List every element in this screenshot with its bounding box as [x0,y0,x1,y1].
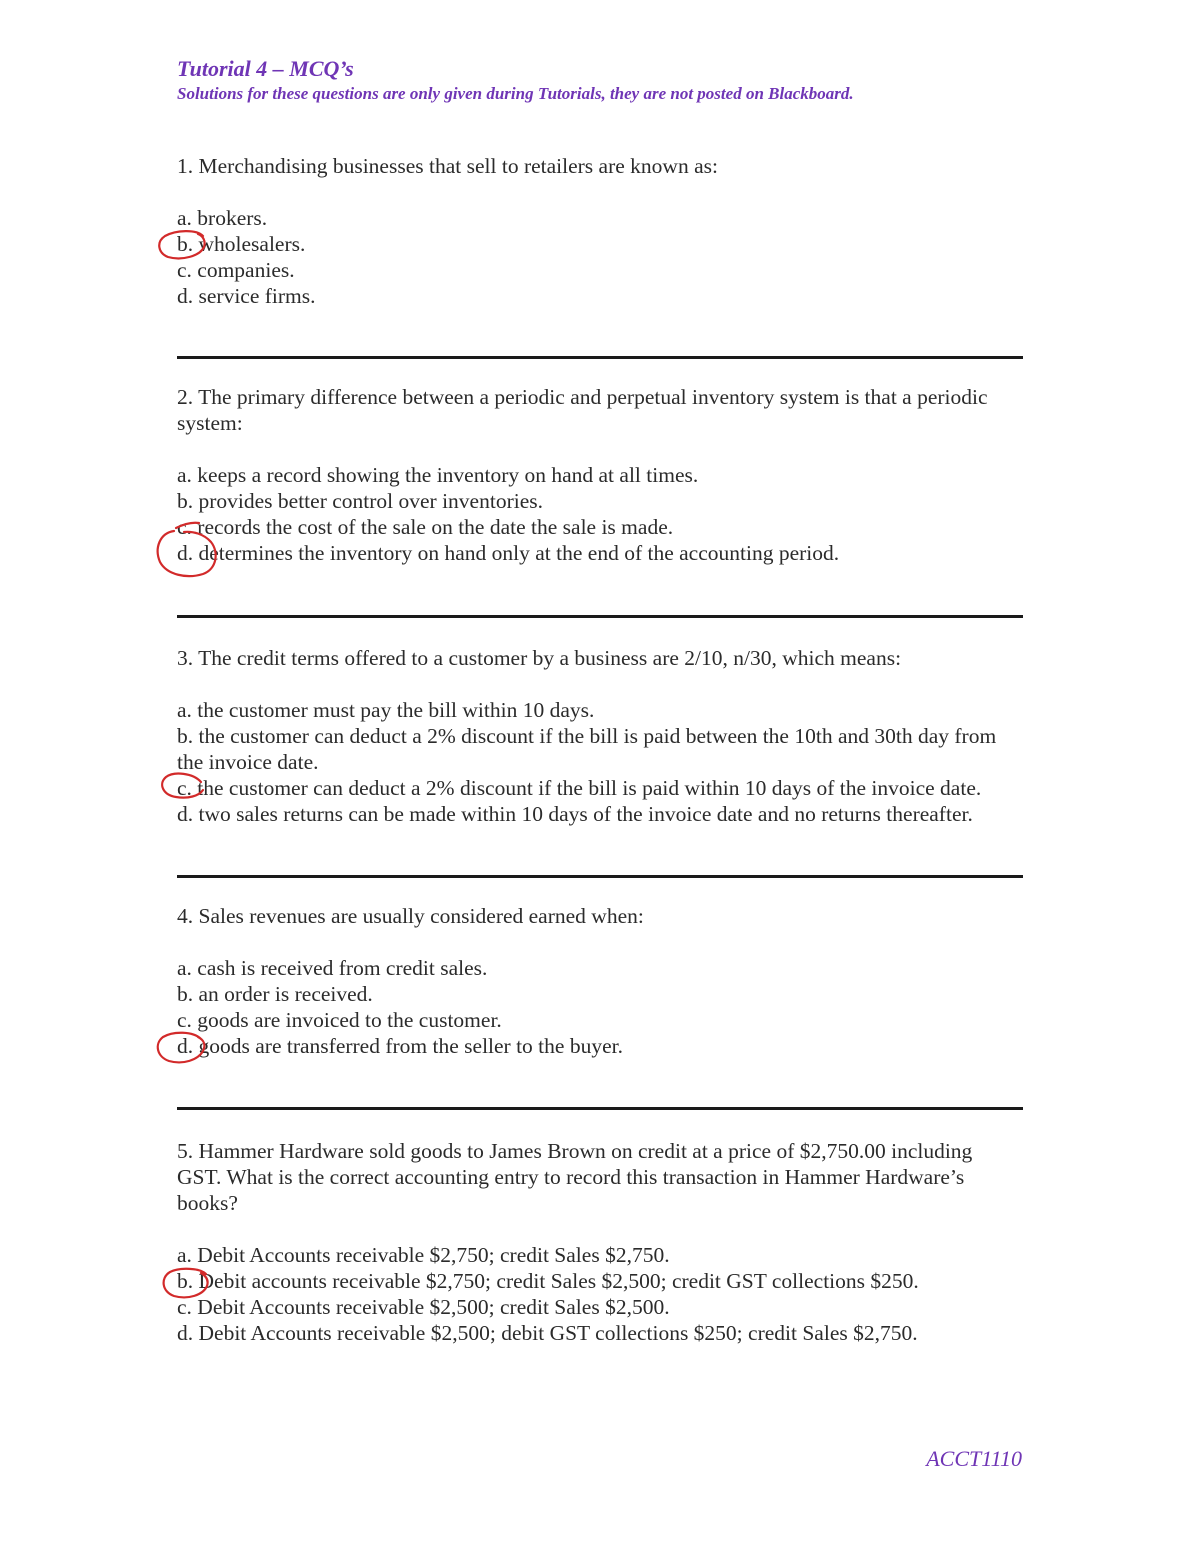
option-d: d. two sales returns can be made within 10 days of the invoice date and no returns thereafter. [177,802,973,826]
option-c: c. Debit Accounts receivable $2,500; credit Sales $2,500. [177,1295,670,1319]
option-a: a. keeps a record showing the inventory on hand at all times. [177,463,699,487]
divider [177,356,1023,359]
option-b: b. wholesalers. [177,232,306,256]
option-b: b. the customer can deduct a 2% discount if the bill is paid between the 10th and 30th day from the invoice date. [177,724,997,774]
option-c: c. the customer can deduct a 2% discount if the bill is paid within 10 days of the invoice date. [177,776,982,800]
divider [177,1107,1023,1110]
question-stem: 1. Merchandising businesses that sell to retailers are known as: [177,154,718,178]
question-stem: 3. The credit terms offered to a customer by a business are 2/10, n/30, which means: [177,646,902,670]
option-a: a. Debit Accounts receivable $2,750; credit Sales $2,750. [177,1243,670,1267]
option-c: c. companies. [177,258,295,282]
option-d: d. goods are transferred from the seller to the buyer. [177,1034,623,1058]
answer-options [177,697,1037,827]
option-d: d. service firms. [177,284,316,308]
question-stem: 5. Hammer Hardware sold goods to James Brown on credit at a price of $2,750.00 including GST. What is the correct accounting entry to record this transaction in Hammer Hardware’s books? [177,1139,973,1215]
option-a: a. the customer must pay the bill within 10 days. [177,698,595,722]
course-code: ACCT1110 [926,1446,1022,1471]
answer-options [177,1242,1037,1346]
option-d: d. Debit Accounts receivable $2,500; debit GST collections $250; credit Sales $2,750. [177,1321,918,1345]
question-1 [177,153,1037,309]
option-b: b. Debit accounts receivable $2,750; credit Sales $2,500; credit GST collections $250. [177,1269,919,1293]
option-a: a. cash is received from credit sales. [177,956,488,980]
question-2 [177,384,1037,566]
question-4 [177,903,1037,1059]
answer-options [177,205,1037,309]
answer-options [177,462,1037,566]
option-c: c. records the cost of the sale on the date the sale is made. [177,515,674,539]
question-stem: 2. The primary difference between a periodic and perpetual inventory system is that a periodic system: [177,385,988,435]
option-a: a. brokers. [177,206,268,230]
tutorial-title: Tutorial 4 – MCQ’s [177,56,354,81]
option-d: d. determines the inventory on hand only at the end of the accounting period. [177,541,840,565]
tutorial-subtitle: Solutions for these questions are only given during Tutorials, they are not posted on Blackboard. [177,84,854,103]
option-c: c. goods are invoiced to the customer. [177,1008,502,1032]
option-b: b. an order is received. [177,982,373,1006]
question-5 [177,1138,1037,1346]
question-stem: 4. Sales revenues are usually considered earned when: [177,904,644,928]
divider [177,615,1023,618]
option-b: b. provides better control over inventories. [177,489,543,513]
divider [177,875,1023,878]
question-3 [177,645,1037,827]
answer-options [177,955,1037,1059]
